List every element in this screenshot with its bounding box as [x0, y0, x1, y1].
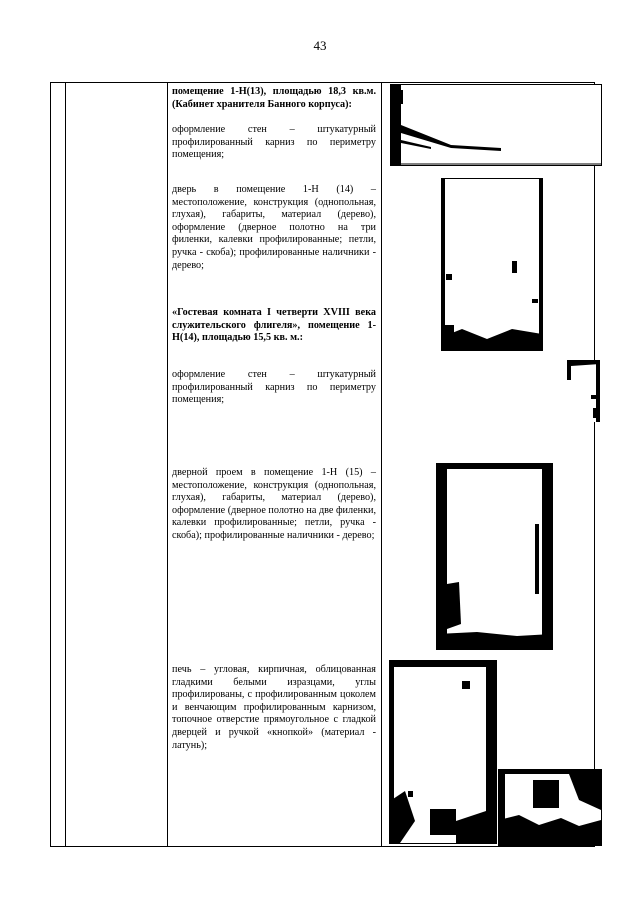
- photo-door-room-14: [441, 178, 543, 351]
- column-divider: [65, 83, 66, 846]
- page-number: 43: [313, 38, 327, 53]
- column-divider: [167, 83, 168, 846]
- photo-cornice-room-14: [567, 360, 600, 422]
- feature-text: печь – угловая, кирпичная, облицованная гладкими белыми изразцами, углы профилированы, с профилированным цоколем и венчающим профилированным карнизом, топочное отверстие прямоугольное с гладкой дверцей и ручкой «кнопкой» (материал - латунь);: [172, 664, 376, 751]
- column-divider: [381, 83, 382, 846]
- photo-door-room-15: [436, 463, 553, 650]
- photo-corner-stove: [389, 660, 497, 844]
- feature-text: оформление стен – штукатурный профилированный карниз по периметру помещения;: [172, 369, 376, 406]
- feature-text: оформление стен – штукатурный профилированный карниз по периметру помещения;: [172, 124, 376, 161]
- room-heading: «Гостевая комната I четверти XVIII века служительского флигеля», помещение 1-Н(14), площадью 15,5 кв. м.:: [172, 307, 376, 344]
- photo-stove-firebox-door: [498, 769, 602, 846]
- feature-text: дверной проем в помещение 1-Н (15) – местоположение, конструкция (однопольная, глухая), габариты, материал (дерево), оформление (дверное полотно на две филенки, калевки профилированные; петли, ручка - скоба); профилированные наличники - дерево;: [172, 467, 377, 541]
- feature-text: дверь в помещение 1-Н (14) – местоположение, конструкция (однопольная, глухая), габариты, материал (дерево), оформление (дверное полотно на три филенки, калевки профилированные; петли, ручка - скоба); профилированные наличники - дерево;: [172, 184, 376, 271]
- photo-cornice-room-13: [390, 84, 602, 166]
- room-heading: помещение 1-Н(13), площадью 18,3 кв.м. (Кабинет хранителя Банного корпуса):: [172, 86, 376, 110]
